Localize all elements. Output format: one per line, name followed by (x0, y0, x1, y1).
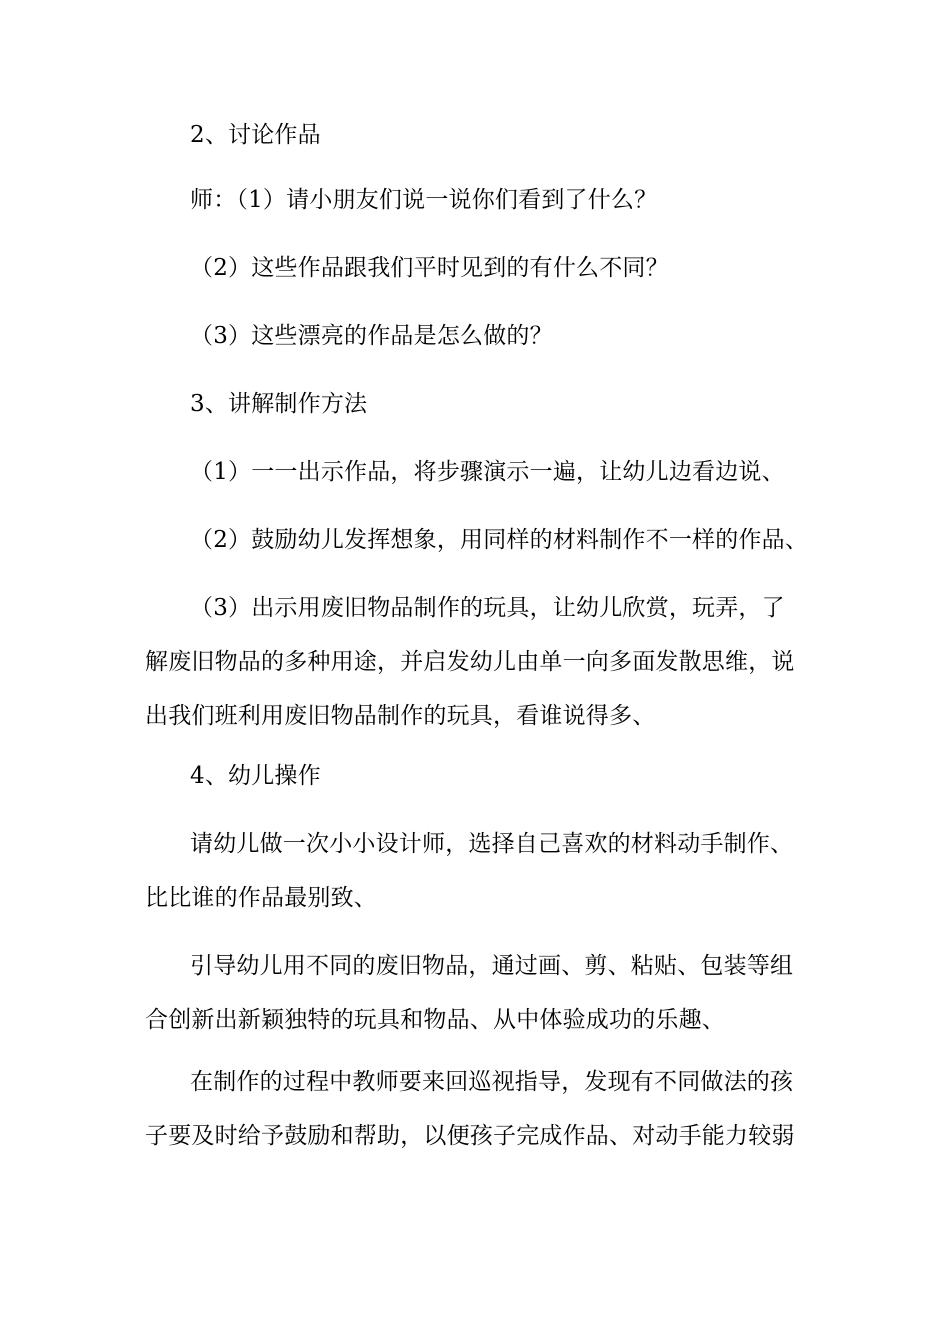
text-line: 请幼儿做一次小小设计师，选择自己喜欢的材料动手制作、 (190, 831, 794, 857)
text-line: 2、讨论作品 (190, 122, 321, 148)
text-line: 在制作的过程中教师要来回巡视指导，发现有不同做法的孩 (190, 1069, 794, 1095)
teacher-question-1 (190, 189, 657, 212)
text-line: 子要及时给予鼓励和帮助，以便孩子完成作品、对动手能力较弱 (145, 1123, 795, 1149)
text-line: 解废旧物品的多种用途，并启发幼儿由单一向多面发散思维，说 (145, 649, 795, 675)
text-line: （1）一一出示作品，将步骤演示一遍，让幼儿边看边说、 (190, 459, 785, 485)
method-step-2 (190, 529, 808, 552)
heading-explain-method (190, 393, 367, 416)
method-step-1 (190, 461, 785, 484)
text-line: （2）鼓励幼儿发挥想象，用同样的材料制作不一样的作品、 (190, 527, 809, 553)
text-line: （3）出示用废旧物品制作的玩具，让幼儿欣赏，玩弄，了 (190, 595, 785, 621)
text-line: 比比谁的作品最别致、 (145, 885, 377, 911)
heading-child-operation (190, 765, 321, 788)
text-line: 3、讲解制作方法 (190, 391, 368, 417)
text-line: 引导幼儿用不同的废旧物品，通过画、剪、粘贴、包装等组 (190, 953, 794, 979)
text-line: 出我们班利用废旧物品制作的玩具，看谁说得多、 (145, 703, 656, 729)
text-line: （2）这些作品跟我们平时见到的有什么不同？ (190, 255, 669, 281)
question-3 (190, 325, 553, 348)
text-line: （3）这些漂亮的作品是怎么做的？ (190, 323, 553, 349)
text-line: 4、幼儿操作 (190, 763, 321, 789)
paragraph-guide (145, 955, 793, 1032)
method-step-3 (145, 597, 795, 728)
text-line: 合创新出新颖独特的玩具和物品、从中体验成功的乐趣、 (145, 1007, 725, 1033)
question-2 (190, 257, 669, 280)
text-line: 师：（1）请小朋友们说一说你们看到了什么？ (190, 187, 658, 213)
paragraph-teacher-patrol (145, 1071, 795, 1148)
paragraph-designer (145, 833, 793, 910)
heading-discuss-works (190, 124, 321, 147)
